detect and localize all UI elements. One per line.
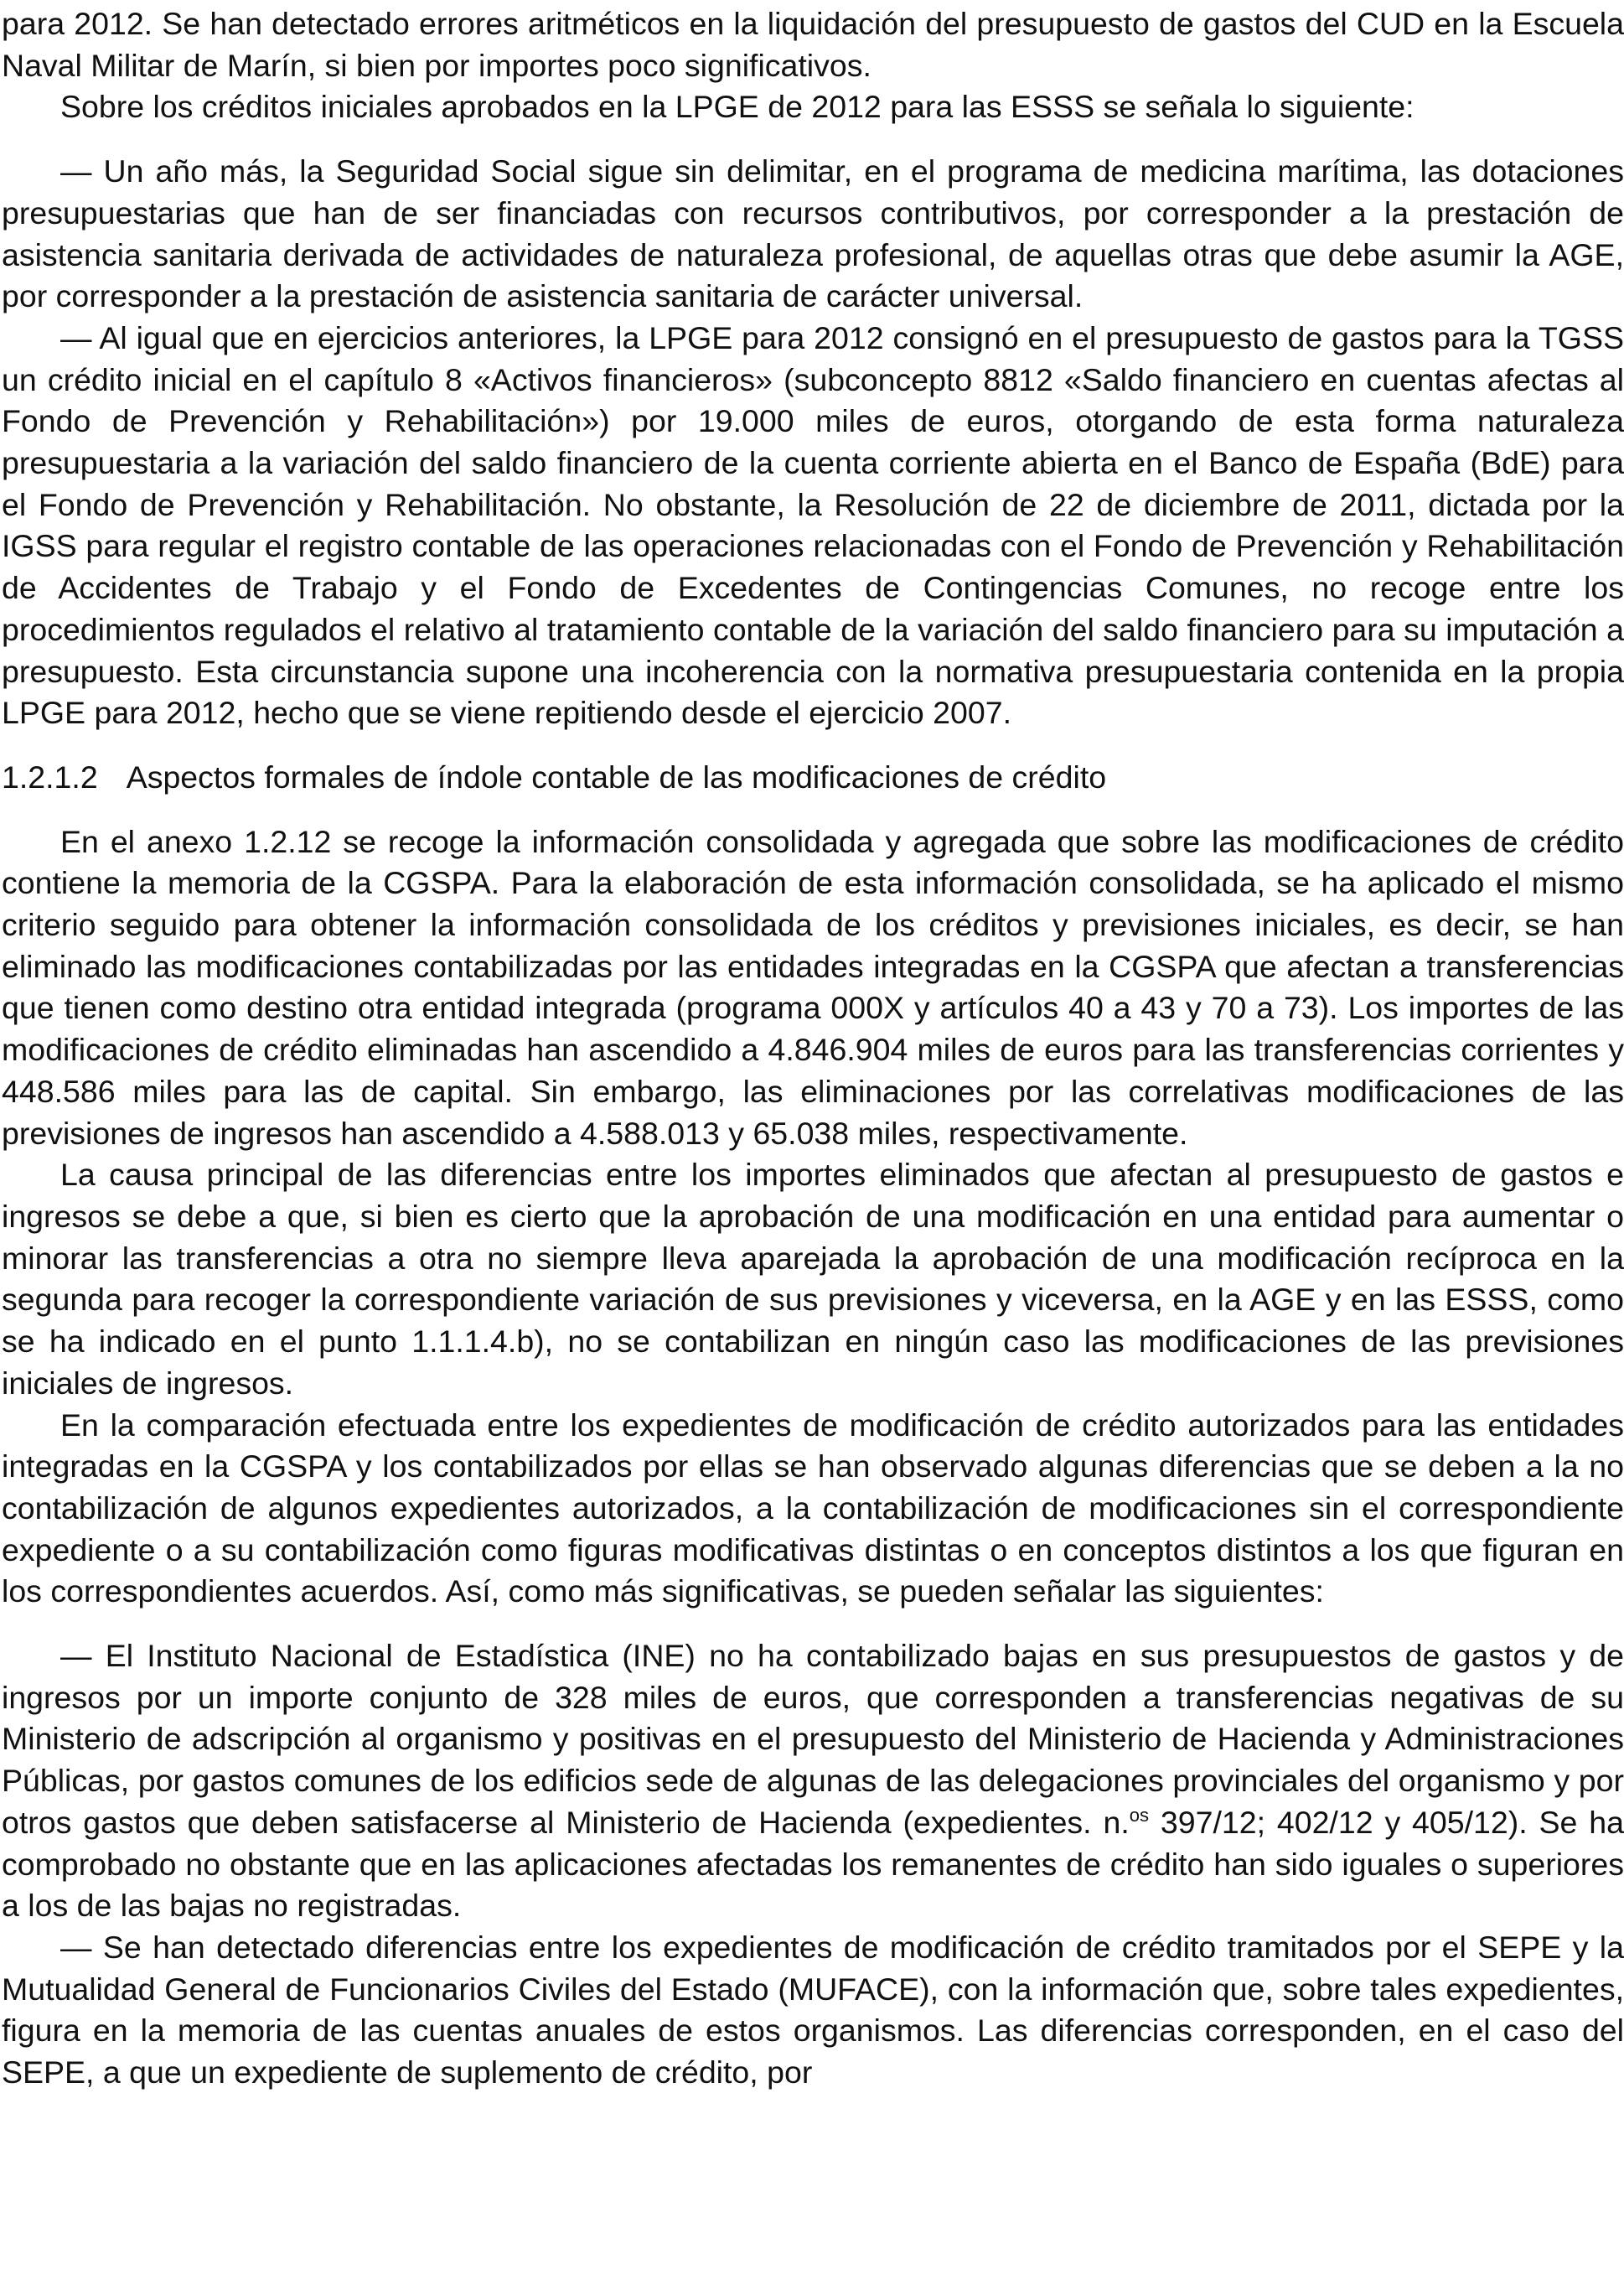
paragraph-dash-ine bbox=[2, 1635, 1624, 1927]
section-heading bbox=[2, 757, 1624, 799]
paragraph-continuation: para 2012. Se han detectado errores aritméticos en la liquidación del presupuesto de gastos del CUD en la Escuela Naval Militar de Marín, si bien por importes poco significativos. bbox=[2, 6, 1624, 83]
ine-text-before: — El Instituto Nacional de Estadística (INE) no ha contabilizado bajas en sus presupuestos de gastos y de ingresos por un importe conjunto de 328 miles de euros, que corresponden a transferencias negativas de su Ministerio de adscripción al organismo y positivas en el presupuesto del Ministerio de Hacienda y Administraciones Públicas, por gastos comunes de los edificios sede de algunas de las delegaciones provinciales del organismo y por otros gastos que deben satisfacerse al Ministerio de Hacienda (expedientes. n. bbox=[2, 1638, 1624, 1840]
paragraph-dash-sepe: — Se han detectado diferencias entre los expedientes de modificación de crédito tramitados por el SEPE y la Mutualidad General de Funcionarios Civiles del Estado (MUFACE), con la información que, sobre tales expedientes, figura en la memoria de las cuentas anuales de estos organismos. Las diferencias corresponden, en el caso del SEPE, a que un expediente de suplemento de crédito, por bbox=[2, 1929, 1624, 2091]
paragraph-anexo: En el anexo 1.2.12 se recoge la información consolidada y agregada que sobre las modificaciones de crédito contiene la memoria de la CGSPA. Para la elaboración de esta información consolidada, se ha aplicado el mismo criterio seguido para obtener la información consolidada de los créditos y previsiones iniciales, es decir, se han eliminado las modificaciones contabilizadas por las entidades integradas en la CGSPA que afectan a transferencias que tienen como destino otra entidad integrada (programa 000X y artículos 40 a 43 y 70 a 73). Los importes de las modificaciones de crédito eliminadas han ascendido a 4.846.904 miles de euros para las transferencias corrientes y 448.586 miles para las de capital. Sin embargo, las eliminaciones por las correlativas modificaciones de las previsiones de ingresos han ascendido a 4.588.013 y 65.038 miles, respectivamente. bbox=[2, 823, 1624, 1151]
paragraph-dash-tgss: — Al igual que en ejercicios anteriores, la LPGE para 2012 consignó en el presupuesto de gastos para la TGSS un crédito inicial en el capítulo 8 «Activos financieros» (subconcepto 8812 «Saldo financiero en cuentas afectas al Fondo de Prevención y Rehabilitación») por 19.000 miles de euros, otorgando de esta forma naturaleza presupuestaria a la variación del saldo financiero de la cuenta corriente abierta en el Banco de España (BdE) para el Fondo de Prevención y Rehabilitación. No obstante, la Resolución de 22 de diciembre de 2011, dictada por la IGSS para regular el registro contable de las operaciones relacionadas con el Fondo de Prevención y Rehabilitación de Accidentes de Trabajo y el Fondo de Excedentes de Contingencias Comunes, no recoge entre los procedimientos regulados el relativo al tratamiento contable de la variación del saldo financiero para su imputación a presupuesto. Esta circunstancia supone una incoherencia con la normativa presupuestaria contenida en la propia LPGE para 2012, hecho que se viene repitiendo desde el ejercicio 2007. bbox=[2, 319, 1624, 731]
section-title: Aspectos formales de índole contable de las modificaciones de crédito bbox=[126, 759, 1107, 795]
paragraph-causa-principal: La causa principal de las diferencias entre los importes eliminados que afectan al presupuesto de gastos e ingresos se debe a que, si bien es cierto que la aprobación de una modificación en una entidad para aumentar o minorar las transferencias a otra no siempre lleva aparejada la aprobación de una modificación recíproca en la segunda para recoger la correspondiente variación de sus previsiones y viceversa, en la AGE y en las ESSS, como se ha indicado en el punto 1.1.1.4.b), no se contabilizan en ningún caso las modificaciones de las previsiones iniciales de ingresos. bbox=[2, 1157, 1624, 1401]
document-page bbox=[0, 3, 1624, 2094]
ordinal-superscript: os bbox=[1129, 1804, 1149, 1826]
paragraph-comparacion: En la comparación efectuada entre los expedientes de modificación de crédito autorizados para las entidades integradas en la CGSPA y los contabilizados por ellas se han observado algunas diferencias que se deben a la no contabilización de algunos expedientes autorizados, a la contabilización de modificaciones sin el correspondiente expediente o a su contabilización como figuras modificativas distintas o en conceptos distintos a los que figuran en los correspondientes acuerdos. Así, como más significativas, se pueden señalar las siguientes: bbox=[2, 1407, 1624, 1609]
paragraph-intro-esss: Sobre los créditos iniciales aprobados en la LPGE de 2012 para las ESSS se señala lo siguiente: bbox=[60, 89, 1415, 125]
paragraph-dash-medicina-maritima: — Un año más, la Seguridad Social sigue sin delimitar, en el programa de medicina marítima, las dotaciones presupuestarias que han de ser financiadas con recursos contributivos, por corresponder a la prestación de asistencia sanitaria derivada de actividades de naturaleza profesional, de aquellas otras que debe asumir la AGE, por corresponder a la prestación de asistencia sanitaria de carácter universal. bbox=[2, 153, 1624, 314]
section-number: 1.2.1.2 bbox=[2, 759, 98, 795]
ine-text-after: 397/12; 402/12 y 405/12). Se ha comprobado no obstante que en las aplicaciones afectadas los remanentes de crédito han sido iguales o superiores a los de las bajas no registradas. bbox=[2, 1804, 1624, 1924]
